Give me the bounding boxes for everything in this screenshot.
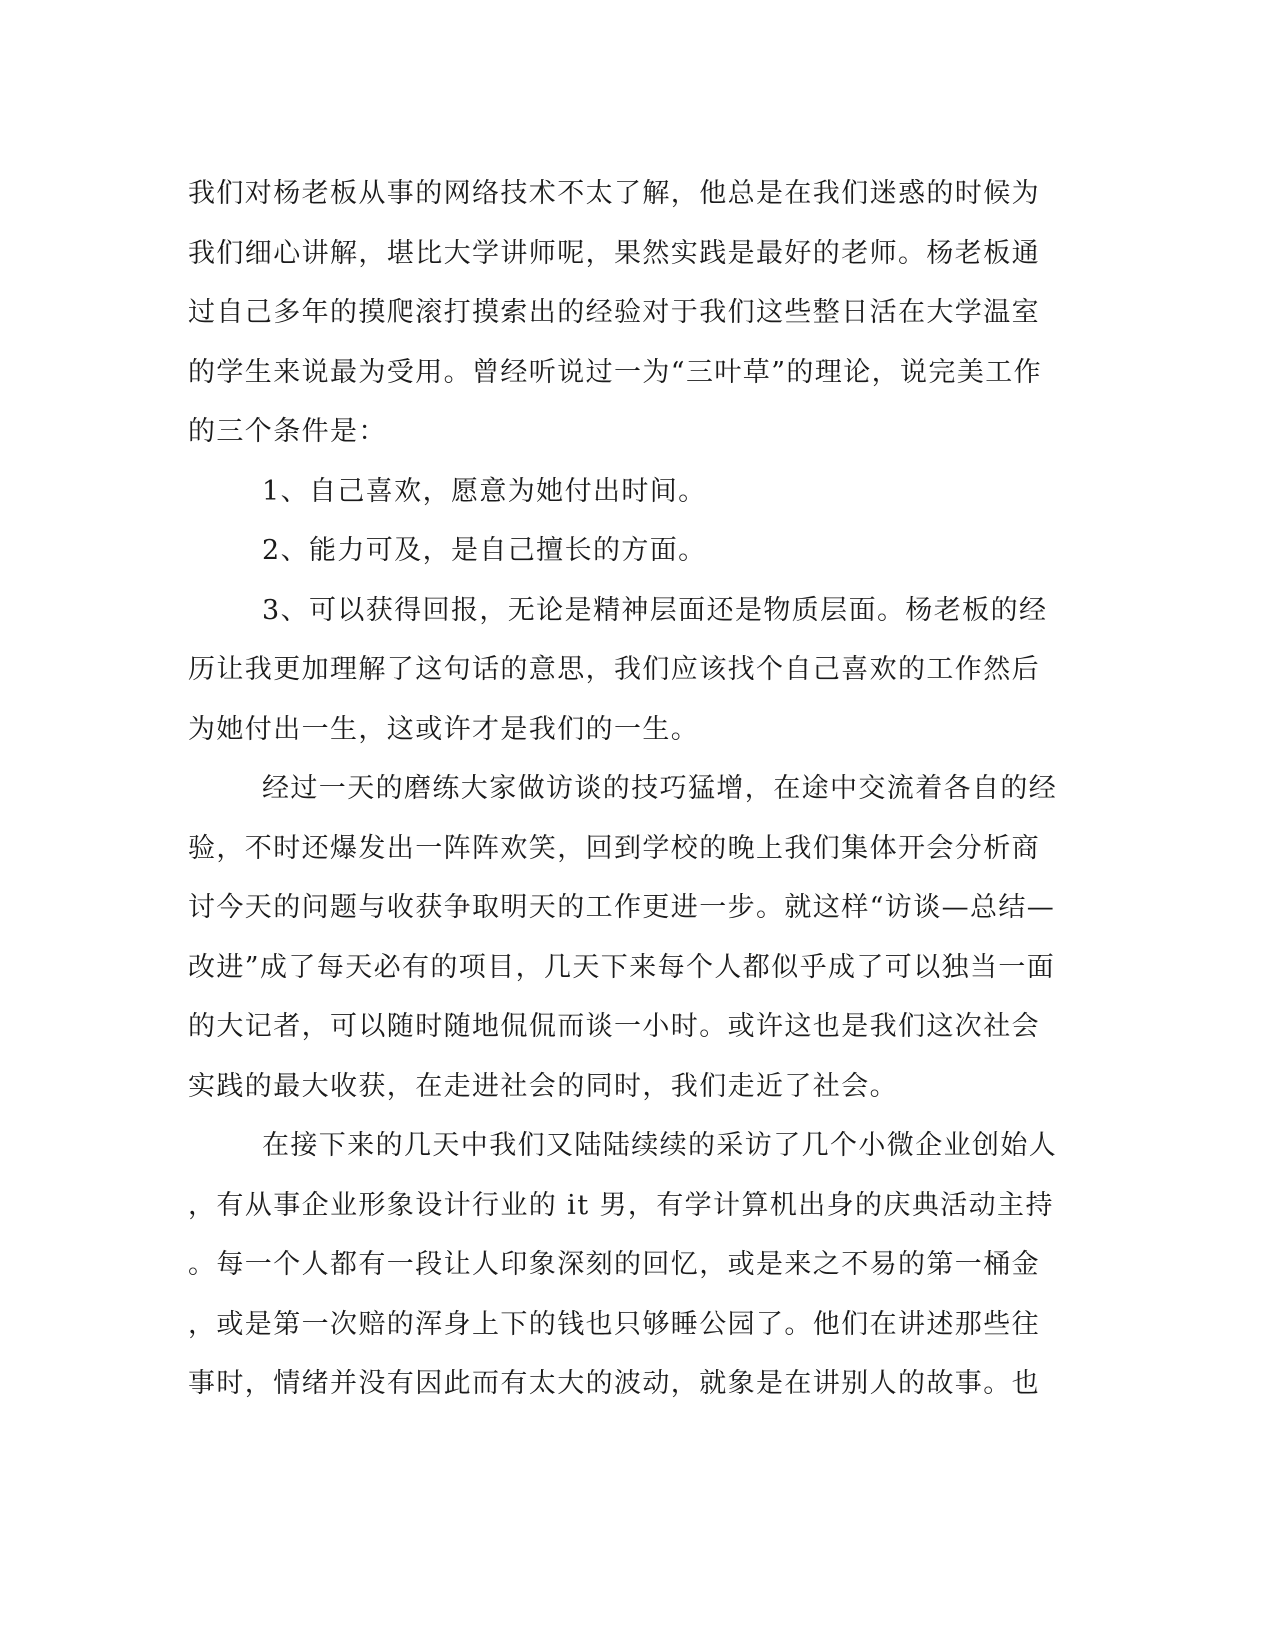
text-line: 讨今天的问题与收获争取明天的工作更进一步。就这样“访谈—总结—	[188, 892, 1056, 923]
text-line: ，有从事企业形象设计行业的 it 男，有学计算机出身的庆典活动主持	[188, 1189, 1054, 1221]
list-item: 2、能力可及，是自己擅长的方面。	[262, 535, 707, 566]
text-line: 过自己多年的摸爬滚打摸索出的经验对于我们这些整日活在大学温室	[188, 297, 1040, 328]
text-line: 。每一个人都有一段让人印象深刻的回忆，或是来之不易的第一桶金	[188, 1249, 1040, 1280]
paragraph-start: 经过一天的磨练大家做访谈的技巧猛增，在途中交流着各自的经	[262, 773, 1058, 804]
text-line: 的三个条件是：	[188, 416, 387, 447]
paragraph-start: 在接下来的几天中我们又陆陆续续的采访了几个小微企业创始人	[262, 1130, 1058, 1161]
text-line: 我们对杨老板从事的网络技术不太了解，他总是在我们迷惑的时候为	[188, 178, 1040, 209]
text-line: 的大记者，可以随时随地侃侃而谈一小时。或许这也是我们这次社会	[188, 1011, 1040, 1042]
text-line: 实践的最大收获，在走进社会的同时，我们走近了社会。	[188, 1070, 898, 1102]
text-line: 我们细心讲解，堪比大学讲师呢，果然实践是最好的老师。杨老板通	[188, 237, 1040, 269]
text-line: 事时，情绪并没有因此而有太大的波动，就象是在讲别人的故事。也	[188, 1368, 1040, 1399]
text-line: 的学生来说最为受用。曾经听说过一为“三叶草”的理论，说完美工作	[188, 356, 1043, 388]
list-item: 3、可以获得回报，无论是精神层面还是物质层面。杨老板的经	[262, 594, 1048, 626]
body-text	[188, 164, 1068, 1414]
list-item: 1、自己喜欢，愿意为她付出时间。	[262, 475, 707, 507]
text-line: 历让我更加理解了这句话的意思，我们应该找个自己喜欢的工作然后	[188, 654, 1040, 685]
text-line: 改进”成了每天必有的项目，几天下来每个人都似乎成了可以独当一面	[188, 951, 1056, 983]
text-line: 验，不时还爆发出一阵阵欢笑，回到学校的晚上我们集体开会分析商	[188, 832, 1040, 864]
text-line: 为她付出一生，这或许才是我们的一生。	[188, 713, 700, 745]
text-line: ，或是第一次赔的浑身上下的钱也只够睡公园了。他们在讲述那些往	[188, 1308, 1040, 1340]
